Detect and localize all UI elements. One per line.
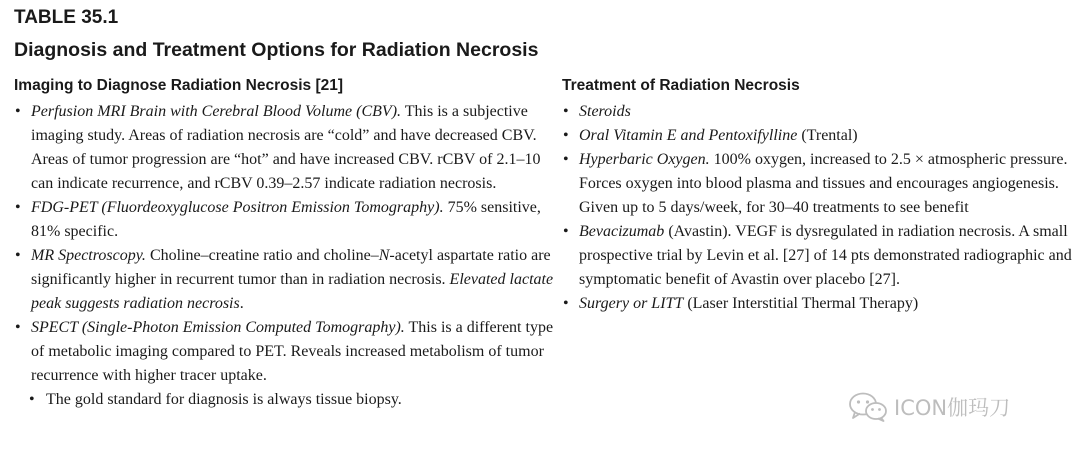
item-text: This is a subjective imaging study. Areas of radiation necrosis are “cold” and have decreased CBV. Areas of tumor progression are “hot” and have increased CBV. rCBV of 2.1–10 can indicate recurrence, and rCBV 0.39–2.57 indicate radiation necrosis. xyxy=(31,103,541,192)
item-text: Choline–creatine ratio and choline– xyxy=(145,247,379,264)
list-item-perfusion-mri xyxy=(14,100,554,196)
table-label: TABLE 35.1 xyxy=(14,7,119,28)
item-term: SPECT (Single-Photon Emission Computed Tomography). xyxy=(31,319,405,336)
item-term: Bevacizumab xyxy=(579,223,665,240)
list-item-hyperbaric-oxygen xyxy=(562,148,1074,220)
list-item-spect xyxy=(14,316,554,388)
list-item-vitamin-e xyxy=(562,124,1074,148)
treatment-column-heading: Treatment of Radiation Necrosis xyxy=(562,77,800,94)
item-text: (Avastin). VEGF is dysregulated in radiation necrosis. A small prospective trial by Levin et al. [27] of 14 pts demonstrated radiographic and symptomatic benefit of Avastin over placebo [27]. xyxy=(579,223,1072,288)
item-term: Surgery or LITT xyxy=(579,295,684,312)
item-text: (Laser Interstitial Thermal Therapy) xyxy=(683,295,919,312)
item-term: Hyperbaric Oxygen. xyxy=(579,151,710,168)
list-item-bevacizumab xyxy=(562,220,1074,292)
wechat-icon xyxy=(848,392,888,422)
item-text: . xyxy=(239,295,244,312)
item-text: -acetyl aspartate ratio are significantly higher in recurrent tumor than in radiation necrosis. xyxy=(31,247,551,288)
item-term: Oral Vitamin E and Pentoxifylline xyxy=(579,127,798,144)
table-title: Diagnosis and Treatment Options for Radiation Necrosis xyxy=(14,39,539,61)
item-term: MR Spectroscopy. xyxy=(31,247,146,264)
watermark-text: ICON伽玛刀 xyxy=(894,396,1011,420)
imaging-list xyxy=(14,100,554,412)
item-term: Steroids xyxy=(579,103,631,120)
item-text: The gold standard for diagnosis is always tissue biopsy. xyxy=(46,391,402,408)
list-item-surgery-litt xyxy=(562,292,1074,316)
list-item-mr-spectroscopy xyxy=(14,244,554,316)
watermark xyxy=(848,391,1010,423)
imaging-diagnosis-column xyxy=(14,74,554,412)
treatment-column xyxy=(562,74,1074,316)
item-text: This is a different type of metabolic imaging compared to PET. Reveals increased metabolism of tumor recurrence with higher tracer uptake. xyxy=(31,319,554,384)
treatment-list xyxy=(562,100,1074,316)
imaging-column-heading: Imaging to Diagnose Radiation Necrosis [21] xyxy=(14,77,344,94)
item-term: FDG-PET (Fluordeoxyglucose Positron Emission Tomography). xyxy=(31,199,444,216)
item-term: Perfusion MRI Brain with Cerebral Blood Volume (CBV). xyxy=(31,103,402,120)
item-text: (Trental) xyxy=(797,127,858,144)
list-item-steroids xyxy=(562,100,1074,124)
item-term-n: N xyxy=(378,247,390,264)
list-subitem-biopsy xyxy=(14,388,554,412)
item-text: 100% oxygen, increased to 2.5 × atmospheric pressure. Forces oxygen into blood plasma and tissues and encourages angiogenesis. Given up to 5 days/week, for 30–40 treatments to see benefit xyxy=(579,151,1068,216)
list-item-fdg-pet xyxy=(14,196,554,244)
item-emphasis: Elevated lactate peak suggests radiation necrosis xyxy=(31,271,554,312)
item-text: 75% sensitive, 81% specific. xyxy=(31,199,541,240)
